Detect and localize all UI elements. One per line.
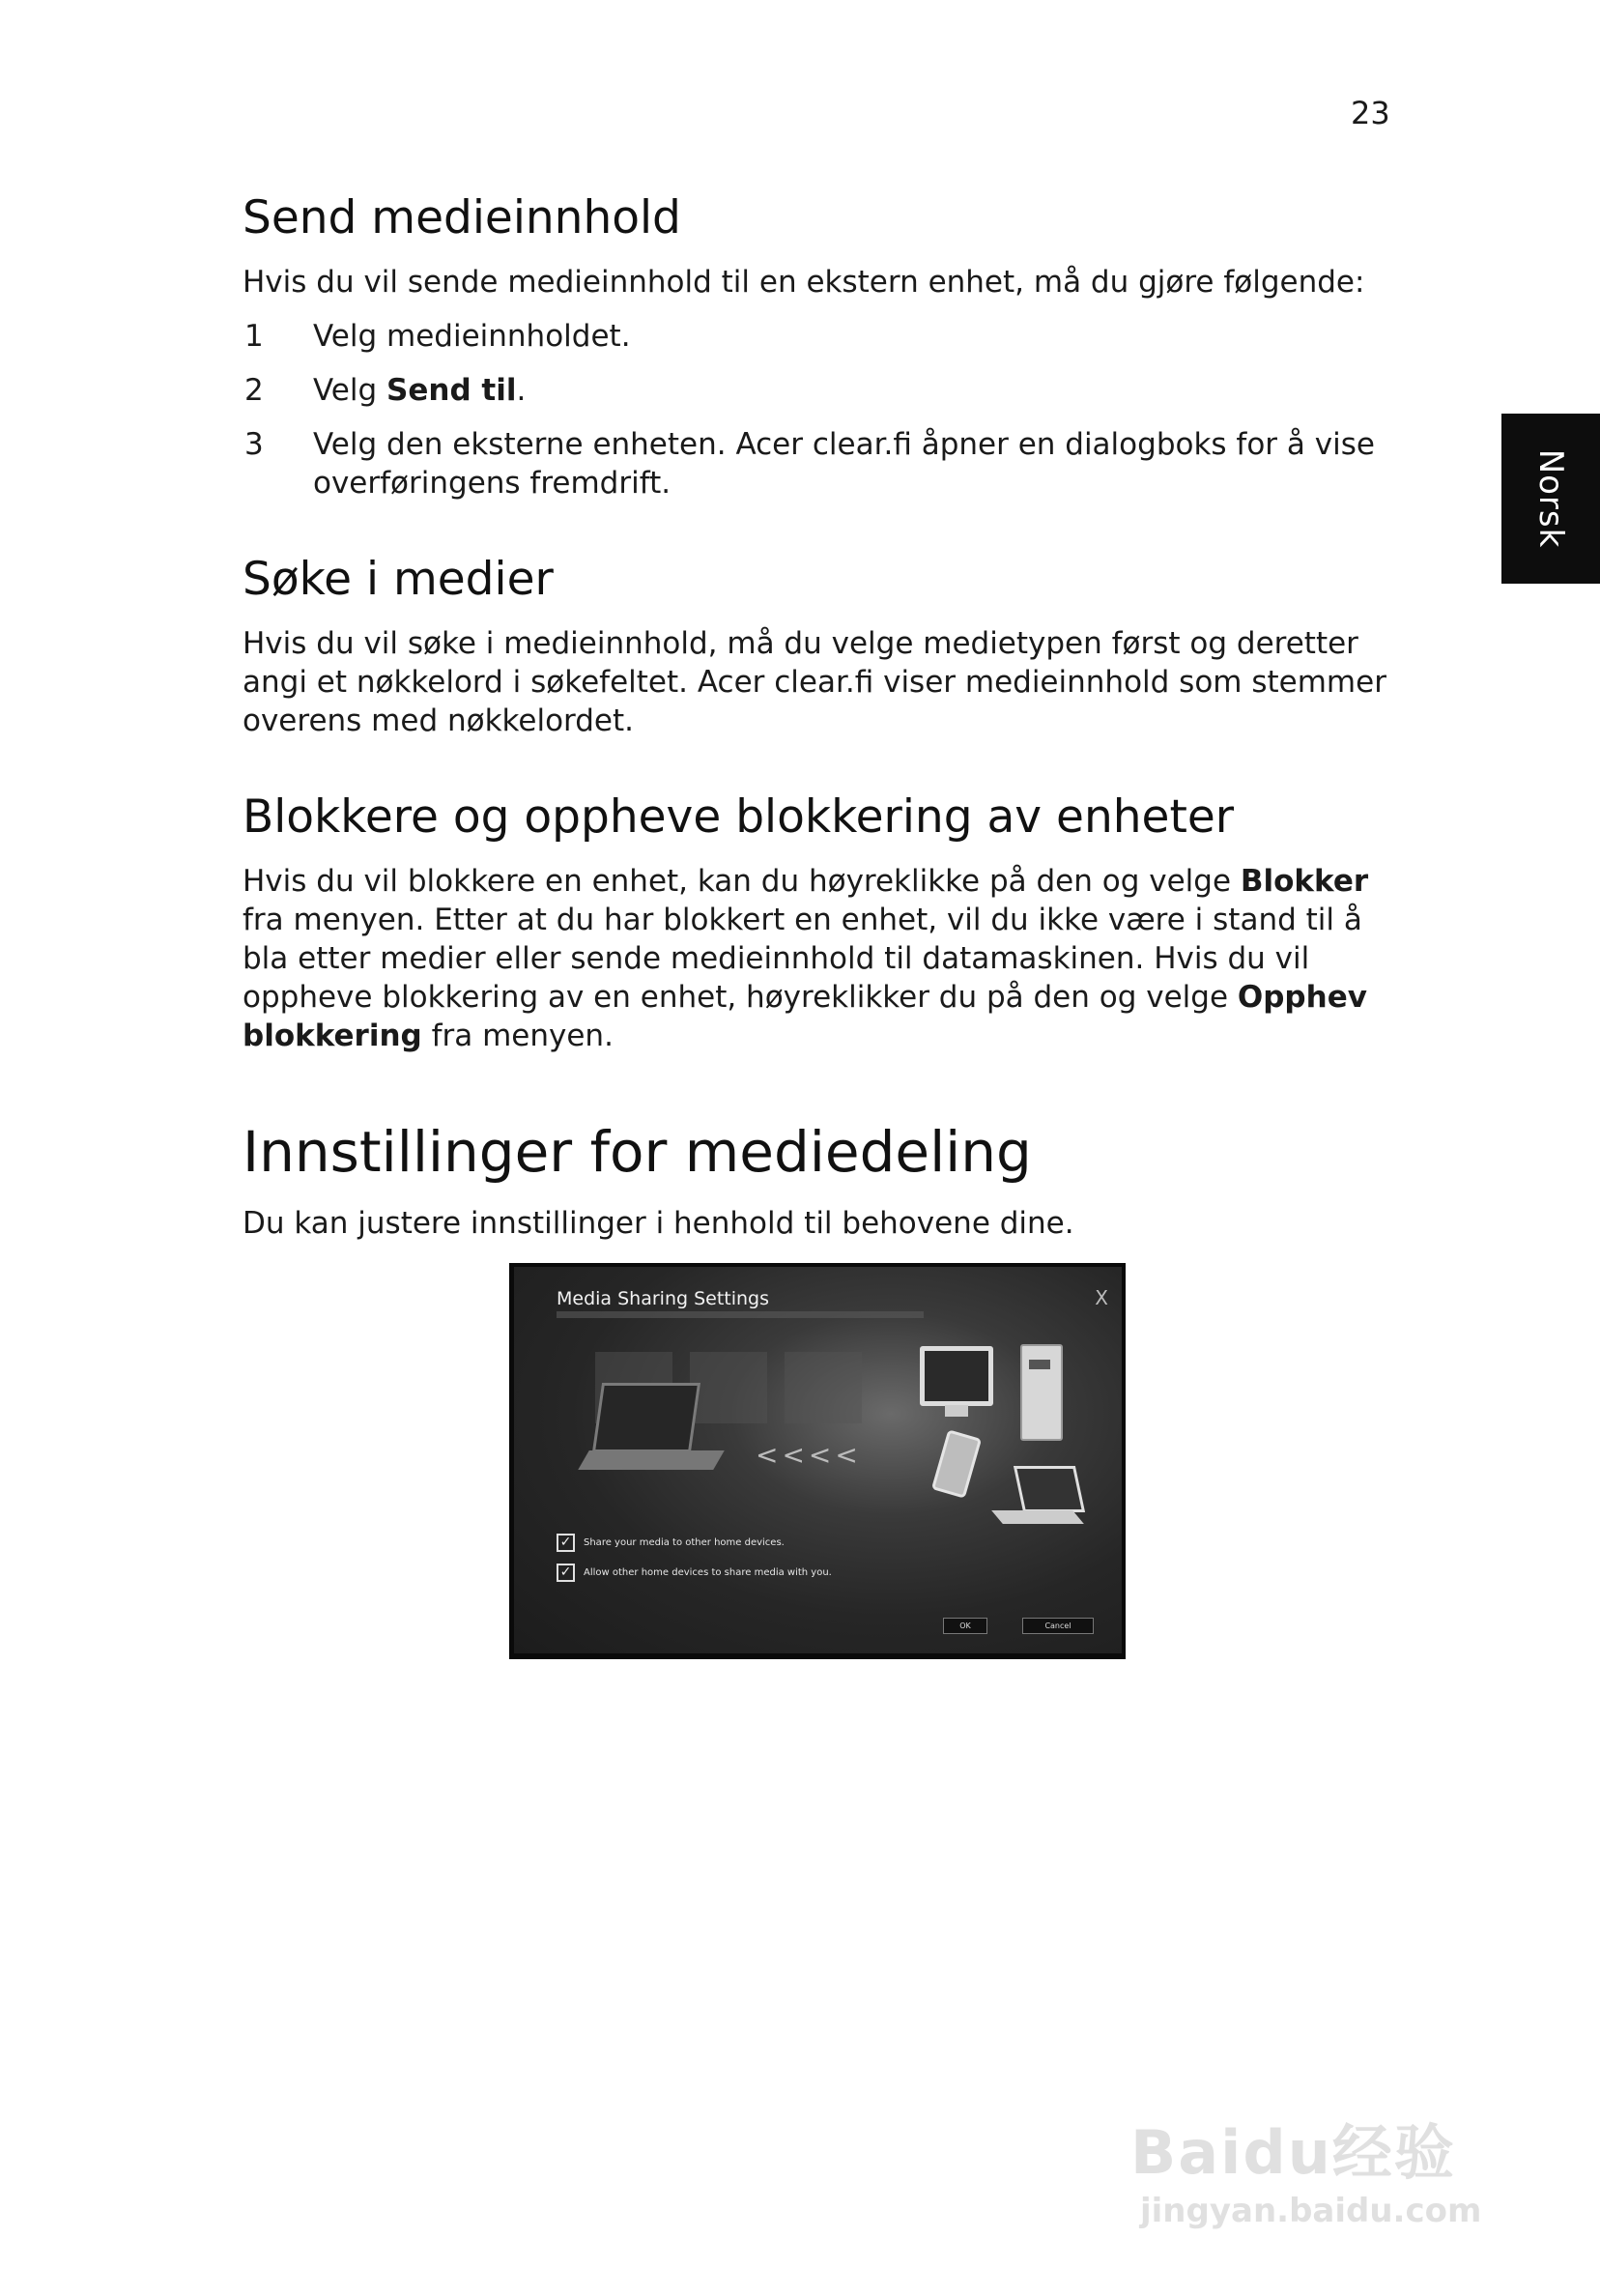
step-number: 1 <box>244 319 264 355</box>
heading-send-media: Send medieinnhold <box>243 191 681 244</box>
section-search-media <box>243 553 1387 740</box>
heading-block-devices: Blokkere og oppheve blokkering av enheter <box>243 790 1235 844</box>
step-number: 3 <box>244 427 264 463</box>
block-body-part: fra menyen. Etter at du har blokkert en enhet, vil du ikke være i stand til å bla etter medier eller sende medieinnhold til datamaskinen. Hvis du vil oppheve blokkering av en enhet, høyreklikker du på den og velge <box>243 903 1362 1016</box>
language-tab <box>1501 414 1600 584</box>
heading-sharing-settings: Innstillinger for mediedeling <box>243 1119 1032 1185</box>
step-text: Velg den eksterne enheten. Acer clear.fi åpner en dialogboks for å vise overføringens fremdrift. <box>313 427 1375 502</box>
media-sharing-dialog <box>514 1267 1122 1653</box>
share-media-label: Share your media to other home devices. <box>584 1537 785 1548</box>
ok-button[interactable]: OK <box>943 1618 987 1634</box>
watermark-logo: Baidu经验 <box>1130 2117 1456 2188</box>
close-icon[interactable]: X <box>1095 1286 1108 1309</box>
list-item <box>243 425 1387 502</box>
unblock-bold-term: Opphev blokkering <box>243 980 1367 1054</box>
dialog-title: Media Sharing Settings <box>557 1288 770 1309</box>
notebook-base-icon <box>991 1510 1084 1524</box>
send-media-intro: Hvis du vil sende medieinnhold til en ekstern enhet, må du gjøre følgende: <box>243 265 1365 301</box>
step-bold-text: Send til <box>386 373 517 409</box>
section-sharing-settings <box>243 1119 1387 1243</box>
section-send-media <box>243 191 1387 518</box>
send-media-steps <box>243 317 1387 502</box>
laptop-icon <box>592 1383 700 1452</box>
allow-sharing-checkbox[interactable]: ✓ <box>557 1564 575 1582</box>
monitor-icon <box>920 1346 993 1406</box>
language-tab-label: Norsk <box>1531 448 1570 549</box>
watermark <box>1130 2056 1498 2230</box>
search-media-body: Hvis du vil søke i medieinnhold, må du velge medietypen først og deretter angi et nøkkelord i søkefeltet. Acer clear.fi viser medieinnhold som stemmer overens med nøkkelordet. <box>243 626 1386 739</box>
laptop-base-icon <box>578 1450 725 1470</box>
allow-sharing-checkbox-row[interactable] <box>557 1564 832 1582</box>
step-text-end: . <box>516 373 527 409</box>
notebook-icon <box>1014 1466 1085 1512</box>
page-number: 23 <box>1351 95 1390 131</box>
share-media-checkbox-row[interactable] <box>557 1534 785 1552</box>
title-underline <box>557 1311 924 1318</box>
allow-sharing-label: Allow other home devices to share media with you. <box>584 1567 832 1578</box>
block-body-part: Hvis du vil blokkere en enhet, kan du høyreklikke på den og velge <box>243 864 1241 900</box>
step-text: Velg medieinnholdet. <box>313 319 631 355</box>
media-thumbnail <box>690 1352 767 1423</box>
list-item <box>243 317 1387 356</box>
share-media-checkbox[interactable]: ✓ <box>557 1534 575 1552</box>
transfer-arrows-icon: <<<< <box>756 1439 862 1471</box>
list-item <box>243 371 1387 410</box>
section-block-devices <box>243 790 1387 1055</box>
block-devices-body <box>243 862 1387 1055</box>
monitor-stand-icon <box>945 1405 968 1417</box>
step-text: Velg <box>313 373 387 409</box>
pda-icon <box>931 1429 982 1498</box>
cancel-button[interactable]: Cancel <box>1022 1618 1094 1634</box>
sharing-settings-body: Du kan justere innstillinger i henhold til behovene dine. <box>243 1205 1074 1241</box>
block-body-part: fra menyen. <box>421 1019 614 1054</box>
tower-drive-icon <box>1029 1360 1050 1369</box>
media-thumbnail <box>785 1352 862 1423</box>
step-number: 2 <box>244 373 264 409</box>
heading-search-media: Søke i medier <box>243 553 554 606</box>
block-bold-term: Blokker <box>1240 864 1369 900</box>
watermark-url: jingyan.baidu.com <box>1140 2192 1482 2230</box>
media-sharing-screenshot <box>509 1263 1126 1659</box>
desktop-tower-icon <box>1020 1344 1063 1441</box>
